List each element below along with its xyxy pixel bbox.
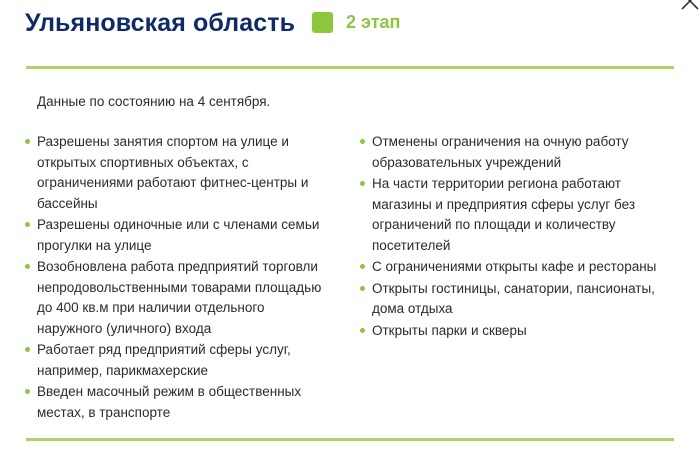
date-note: Данные по состоянию на 4 сентября. — [37, 94, 271, 109]
list-item — [37, 215, 337, 256]
list-item-line: наружного (уличного) входа — [37, 320, 212, 336]
list-item-line: ограничений по площади и количеству — [372, 217, 616, 232]
list-item-line: ограничениями работают фитнес-центры и — [37, 175, 309, 190]
region-title: Ульяновская область — [25, 8, 296, 37]
stage-square-icon — [312, 12, 333, 33]
bullet-dot-icon — [25, 389, 30, 394]
list-item — [372, 132, 672, 173]
close-button[interactable] — [679, 0, 700, 14]
list-item-line: образовательных учреждений — [372, 154, 562, 170]
stage-label: 2 этап — [346, 11, 401, 32]
bullet-dot-icon — [25, 222, 30, 227]
list-item-line: например, парикмахерские — [37, 362, 209, 378]
top-divider — [26, 66, 674, 69]
bullet-dot-icon — [360, 139, 365, 144]
list-item-line: С ограничениями открыты кафе и рестораны — [372, 259, 657, 274]
list-item-line: Открыты парки и скверы — [372, 322, 527, 338]
list-item-line: Отменены ограничения на очную работу — [372, 134, 629, 149]
list-item-line: посетителей — [372, 237, 451, 253]
list-item-line: местах, в транспорте — [37, 404, 171, 420]
list-item-line: Работает ряд предприятий сферы услуг, — [37, 342, 291, 357]
list-item-line: до 400 кв.м при наличии отдельного — [37, 300, 265, 315]
bullet-dot-icon — [360, 286, 365, 291]
list-item — [37, 257, 337, 339]
close-icon — [679, 0, 700, 14]
list-item-line: прогулки на улице — [37, 237, 152, 253]
list-item-line: Разрешены занятия спортом на улице и — [37, 134, 289, 149]
list-item-line: дома отдыха — [372, 301, 453, 316]
bullet-dot-icon — [25, 347, 30, 352]
right-restrictions-list — [372, 132, 672, 342]
list-item-line: Разрешены одиночные или с членами семьи — [37, 217, 320, 232]
bullet-dot-icon — [360, 181, 365, 186]
list-item — [372, 257, 672, 278]
list-item — [37, 382, 337, 423]
list-item — [372, 279, 672, 320]
bottom-divider — [26, 438, 674, 441]
list-item-line: Возобновлена работа предприятий торговли — [37, 259, 318, 274]
list-item-line: непродовольственными товарами площадью — [37, 279, 322, 295]
bullet-dot-icon — [360, 328, 365, 333]
list-item-line: Открыты гостиницы, санатории, пансионаты, — [372, 280, 655, 296]
bullet-dot-icon — [25, 139, 30, 144]
left-restrictions-list — [37, 132, 337, 424]
list-item — [372, 174, 672, 256]
list-item-line: магазины и предприятия сферы услуг без — [372, 196, 636, 212]
bullet-dot-icon — [360, 264, 365, 269]
list-item — [37, 340, 337, 381]
list-item-line: На части территории региона работают — [372, 176, 621, 191]
bullet-dot-icon — [25, 264, 30, 269]
list-item-line: открытых спортивных объектах, с — [37, 154, 249, 170]
list-item-line: Введен масочный режим в общественных — [37, 384, 302, 399]
header — [25, 6, 295, 40]
list-item — [372, 321, 672, 342]
stage-badge — [312, 10, 400, 34]
list-item-line: бассейны — [37, 195, 98, 211]
list-item — [37, 132, 337, 214]
